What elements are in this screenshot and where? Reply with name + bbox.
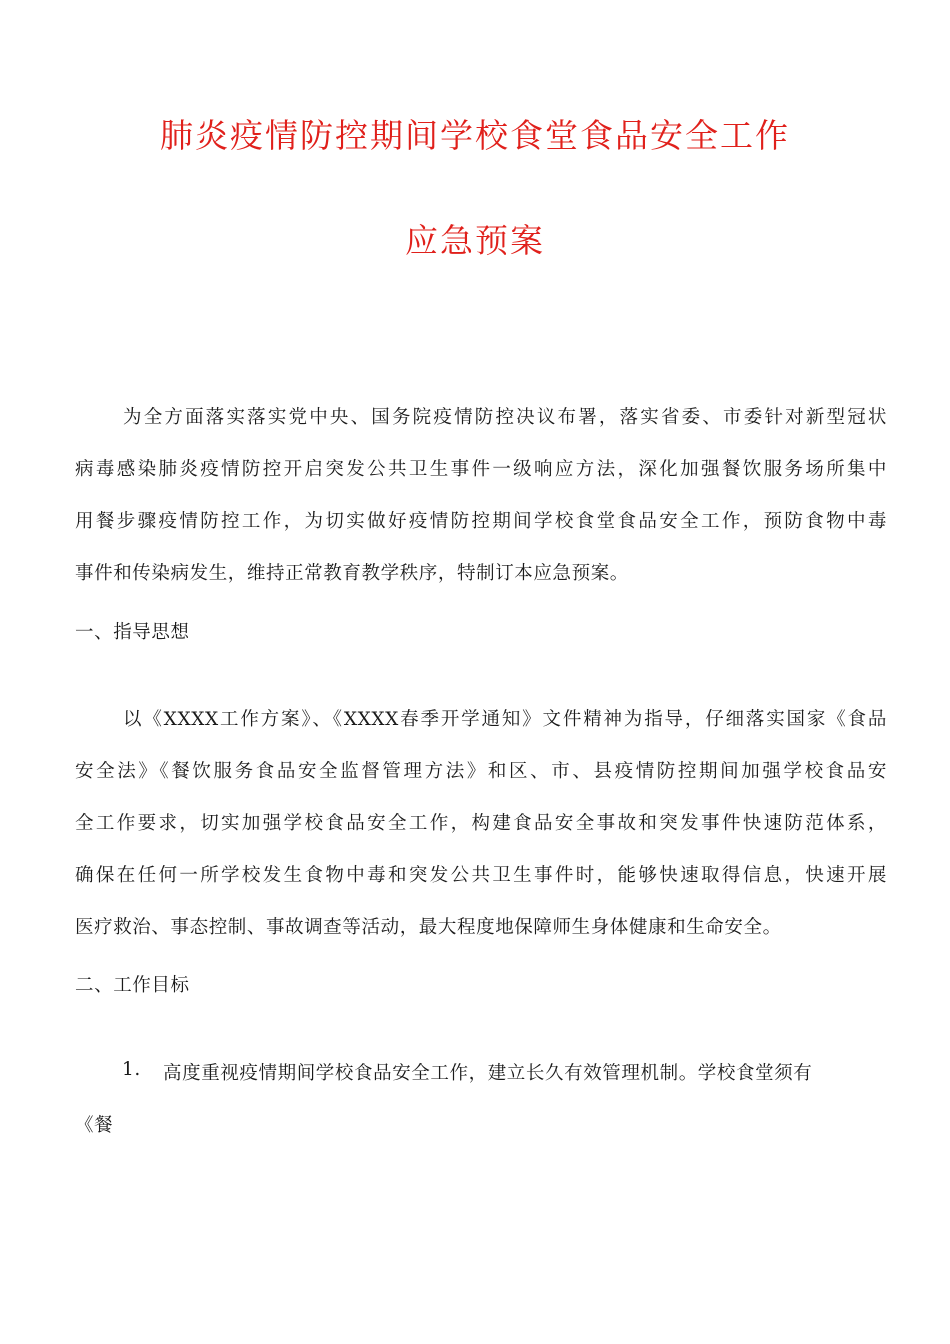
intro-line-2: 病毒感染肺炎疫情防控开启突发公共卫生事件一级响应方法，深化加强餐饮服务场所集中 [75,459,887,480]
section-1-line-5: 医疗救治、事态控制、事故调查等活动，最大程度地保障师生身体健康和生命安全。 [75,917,782,938]
section-1-heading: 一、指导思想 [75,622,190,643]
section-1-line-1: 以《XXXX工作方案》、《XXXX春季开学通知》文件精神为指导，仔细落实国家《食品 [123,709,887,730]
intro-line-1: 为全方面落实落实党中央、国务院疫情防控决议布署，落实省委、市委针对新型冠状 [123,407,887,428]
document-title-line-2: 应急预案 [405,221,545,260]
section-2-heading: 二、工作目标 [75,975,190,996]
document-title-line-1: 肺炎疫情防控期间学校食堂食品安全工作 [160,116,790,155]
section-1-line-4: 确保在任何一所学校发生食物中毒和突发公共卫生事件时，能够快速取得信息，快速开展 [75,865,887,886]
section-1-line-3: 全工作要求，切实加强学校食品安全工作，构建食品安全事故和突发事件快速防范体系， [75,813,887,834]
section-2-item-1-number: 1. [122,1059,141,1080]
section-2-item-1-continuation: 《餐 [75,1115,114,1136]
intro-line-3: 用餐步骤疫情防控工作，为切实做好疫情防控期间学校食堂食品安全工作，预防食物中毒 [75,511,887,532]
intro-line-4: 事件和传染病发生，维持正常教育教学秩序，特制订本应急预案。 [75,563,629,584]
section-1-line-2: 安全法》《餐饮服务食品安全监督管理方法》和区、市、县疫情防控期间加强学校食品安 [75,761,887,782]
section-2-item-1-text: 高度重视疫情期间学校食品安全工作，建立长久有效管理机制。学校食堂须有 [163,1063,813,1084]
